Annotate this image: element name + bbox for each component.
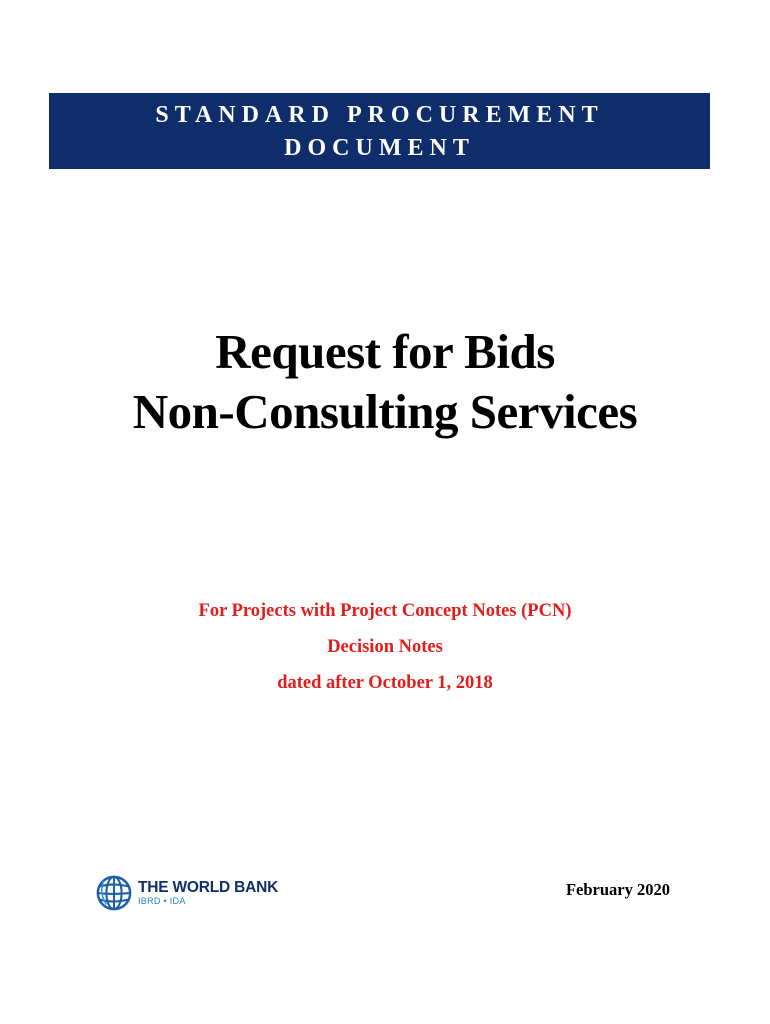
subtitle-line-1: For Projects with Project Concept Notes (PCN): [198, 601, 572, 621]
logo-text: [138, 880, 278, 907]
world-bank-logo: [95, 872, 278, 914]
title-line-1: Request for Bids: [215, 324, 555, 379]
logo-name: THE WORLD BANK: [138, 878, 279, 896]
publication-date: February 2020: [565, 880, 670, 899]
document-subtitle: [0, 593, 770, 701]
logo-subtitle: IBRD • IDA: [138, 895, 186, 906]
banner-line-1: STANDARD PROCUREMENT: [155, 102, 604, 128]
banner-line-2: DOCUMENT: [284, 135, 475, 161]
subtitle-line-2: Decision Notes: [327, 637, 443, 657]
subtitle-line-3: dated after October 1, 2018: [277, 673, 493, 693]
globe-icon: [95, 874, 133, 912]
document-title: [0, 322, 770, 442]
document-type-banner: [49, 93, 710, 169]
title-line-2: Non-Consulting Services: [132, 384, 638, 439]
